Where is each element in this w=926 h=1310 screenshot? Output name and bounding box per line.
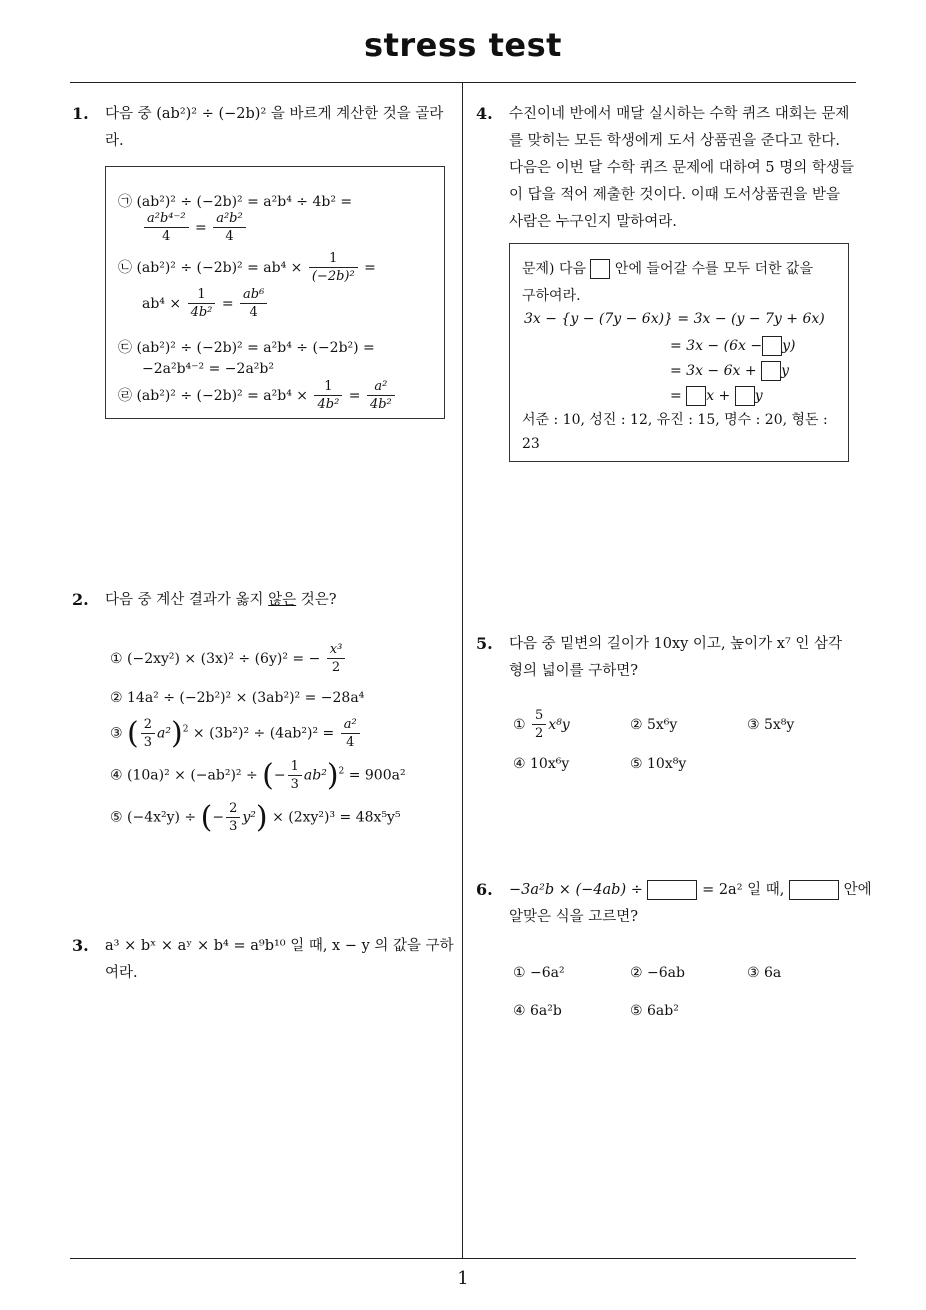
fraction: $\frac{2}{3}$: [226, 801, 240, 835]
blank-square: [735, 386, 755, 406]
box-line-1: 문제) 다음 안에 들어갈 수를 모두 더한 값을: [522, 261, 813, 277]
page-number: 1: [457, 1268, 469, 1289]
box-line-5: = 3x − 6x + y: [670, 363, 789, 379]
question-text-line-1: a³ × bˣ × aʸ × b⁴ = a⁹b¹⁰ 일 때, x − y 의 값을 구하: [105, 938, 454, 954]
blank-square: [590, 259, 610, 279]
option-4[interactable]: ④ (10a)² × (−ab²)² ÷ (− $\frac{1}{3}$ ab²)$^2$ = 900a²: [110, 758, 406, 793]
column-divider: [462, 83, 463, 1258]
box-line-3: 3x − {y − (7y − 6x)} = 3x − (y − 7y + 6x): [524, 311, 825, 327]
question-text: 다음 중 계산 결과가 옳지 않은 것은?: [105, 592, 337, 608]
question-number: 2.: [72, 590, 89, 609]
question-text-line-1: 다음 중 밑변의 길이가 10xy 이고, 높이가 x⁷ 인 삼각: [509, 636, 843, 652]
choice-b-line-2: ab⁴ × $\frac{1}{\text{4b²}}$ = $\frac{\text{ab⁶}}{4}$: [142, 287, 269, 321]
option-3[interactable]: ③ ( $\frac{2}{3}$ a²)$^2$ × (3b²)² ÷ (4ab²)² = $\frac{\text{a²}}{4}$: [110, 716, 362, 751]
question-text-line-2: 를 맞히는 모든 학생에게 도서 상품권을 준다고 한다.: [509, 133, 841, 149]
header-rule: [70, 82, 856, 83]
box-line-6: = x + y: [670, 388, 763, 404]
box-line-7: 서준 : 10, 성진 : 12, 유진 : 15, 명수 : 20, 형돈 :: [522, 412, 828, 428]
question-number: 1.: [72, 104, 89, 123]
problem-box: [509, 243, 849, 462]
question-text-line-3: 다음은 이번 달 수학 퀴즈 문제에 대하여 5 명의 학생들: [509, 160, 854, 176]
fraction: $\frac{1}{\text{(−2b)²}}$: [309, 251, 358, 285]
option-2[interactable]: ② 5x⁶y: [630, 717, 678, 733]
question-number: 4.: [476, 104, 493, 123]
option-1[interactable]: ① (−2xy²) × (3x)² ÷ (6y)² = − $\frac{\text{x³}}{2}$: [110, 642, 347, 676]
option-2[interactable]: ② −6ab: [630, 965, 685, 981]
choice-c-line-2: −2a²b⁴⁻² = −2a²b²: [142, 361, 274, 377]
question-number: 3.: [72, 936, 89, 955]
choice-d: ㉣ (ab²)² ÷ (−2b)² = a²b⁴ × $\frac{1}{\text{4b²}}$ = $\frac{\text{a²}}{\text{4b²}}$: [118, 379, 397, 413]
choice-a-line-1: ㉠ (ab²)² ÷ (−2b)² = a²b⁴ ÷ 4b² =: [118, 194, 353, 210]
box-line-2: 구하여라.: [522, 288, 581, 304]
fraction: $\frac{1}{\text{4b²}}$: [314, 379, 342, 413]
question-text-line-2: 여라.: [105, 965, 138, 981]
option-4[interactable]: ④ 6a²b: [513, 1003, 562, 1019]
question-text-line-1: −3a²b × (−4ab) ÷ = 2a² 일 때, 안에: [509, 882, 872, 898]
choice-c-line-1: ㉢ (ab²)² ÷ (−2b)² = a²b⁴ ÷ (−2b²) =: [118, 340, 375, 356]
question-text-line-1: 다음 중 (ab²)² ÷ (−2b)² 을 바르게 계산한 것을 골라: [105, 106, 444, 122]
underlined-word: 않은: [268, 592, 297, 608]
question-text-line-1: 수진이네 반에서 매달 실시하는 수학 퀴즈 대회는 문제: [509, 106, 850, 122]
fraction: $\frac{1}{\text{4b²}}$: [188, 287, 216, 321]
fraction: $\frac{5}{2}$: [532, 708, 546, 742]
fraction: $\frac{2}{3}$: [141, 717, 155, 751]
page-title: stress test: [364, 26, 562, 64]
choice-b-line-1: ㉡ (ab²)² ÷ (−2b)² = ab⁴ × $\frac{1}{\text{(−2b)²}}$ =: [118, 251, 376, 284]
fraction: $\frac{\text{a²}}{\text{4b²}}$: [367, 379, 395, 413]
blank-box: [647, 880, 697, 900]
fraction: $\frac{\text{ab⁶}}{4}$: [240, 287, 267, 321]
blank-square: [686, 386, 706, 406]
box-line-8: 23: [522, 436, 540, 452]
option-3[interactable]: ③ 6a: [747, 965, 782, 981]
option-1[interactable]: ① $\frac{5}{2}$ x⁸y: [513, 708, 570, 741]
footer-rule: [70, 1258, 856, 1259]
option-3[interactable]: ③ 5x⁸y: [747, 717, 795, 733]
question-number: 5.: [476, 634, 493, 653]
blank-square: [762, 336, 782, 356]
option-5[interactable]: ⑤ 10x⁸y: [630, 756, 687, 772]
question-text-line-2: 형의 넓이를 구하면?: [509, 663, 639, 679]
fraction: $\frac{\text{x³}}{2}$: [327, 642, 346, 676]
fraction: $\frac{\text{a²b²}}{4}$: [213, 211, 246, 245]
blank-box: [789, 880, 839, 900]
option-2[interactable]: ② 14a² ÷ (−2b²)² × (3ab²)² = −28a⁴: [110, 690, 365, 706]
option-5[interactable]: ⑤ (−4x²y) ÷ (− $\frac{2}{3}$ y²) × (2xy²)³ = 48x⁵y⁵: [110, 800, 401, 835]
option-4[interactable]: ④ 10x⁶y: [513, 756, 570, 772]
fraction: $\frac{1}{3}$: [288, 759, 302, 793]
question-number: 6.: [476, 880, 493, 899]
option-1[interactable]: ① −6a²: [513, 965, 565, 981]
question-text-line-5: 사람은 누구인지 말하여라.: [509, 214, 677, 230]
question-text-line-2: 라.: [105, 133, 124, 149]
question-text-line-2: 알맞은 식을 고르면?: [509, 909, 639, 925]
box-line-4: = 3x − (6x − y): [670, 338, 796, 354]
fraction: $\frac{\text{a²}}{4}$: [341, 717, 360, 751]
choice-a-line-2: $\frac{\text{a²b⁴⁻²}}{4}$ = $\frac{\text{a²b²}}{4}$: [142, 211, 248, 245]
choices-box: [105, 166, 445, 419]
question-text-line-4: 이 답을 적어 제출한 것이다. 이때 도서상품권을 받을: [509, 187, 841, 203]
option-5[interactable]: ⑤ 6ab²: [630, 1003, 679, 1019]
fraction: $\frac{\text{a²b⁴⁻²}}{4}$: [144, 211, 189, 245]
blank-square: [761, 361, 781, 381]
